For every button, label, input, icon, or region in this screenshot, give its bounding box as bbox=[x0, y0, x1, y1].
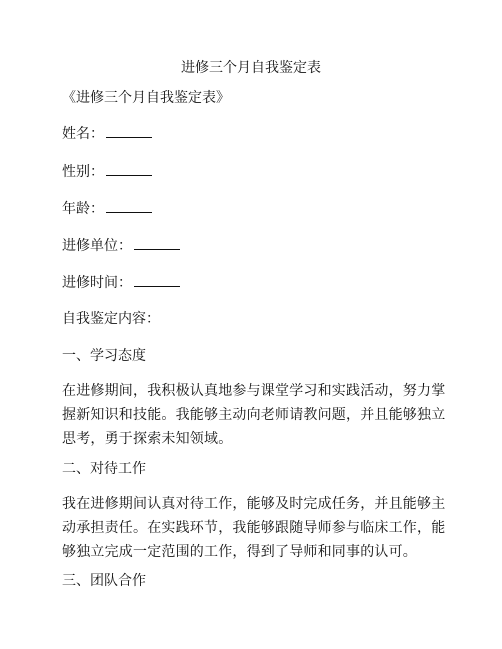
field-gender bbox=[62, 162, 152, 181]
paragraph-line: 握新知识和技能。我能够主动向老师请教问题，并且能够独立 bbox=[62, 407, 446, 423]
blank-underline bbox=[106, 199, 152, 213]
section-heading: 二、对待工作 bbox=[62, 461, 146, 477]
paragraph-line: 思考，勇于探索未知领域。 bbox=[62, 431, 233, 447]
blank-underline bbox=[106, 124, 152, 138]
section-heading: 三、团队合作 bbox=[62, 573, 146, 589]
blank-underline bbox=[106, 162, 152, 176]
paragraph-line: 动承担责任。在实践环节，我能够跟随导师参与临床工作，能 bbox=[62, 520, 446, 536]
document-subtitle: 《进修三个月自我鉴定表》 bbox=[62, 90, 230, 106]
field-time bbox=[62, 273, 180, 292]
field-label: 进修单位： bbox=[62, 238, 132, 254]
paragraph-line: 我在进修期间认真对待工作，能够及时完成任务，并且能够主 bbox=[62, 496, 446, 512]
section-paragraph bbox=[62, 379, 446, 451]
paragraph-line: 在进修期间，我积极认真地参与课堂学习和实践活动，努力掌 bbox=[62, 383, 446, 399]
field-name bbox=[62, 124, 152, 143]
blank-underline bbox=[134, 273, 180, 287]
section-heading: 一、学习态度 bbox=[62, 348, 146, 364]
section-paragraph bbox=[62, 492, 446, 564]
field-label: 年龄： bbox=[62, 201, 104, 217]
field-unit bbox=[62, 236, 180, 255]
field-label: 姓名： bbox=[62, 126, 104, 142]
field-label: 进修时间： bbox=[62, 275, 132, 291]
blank-underline bbox=[134, 236, 180, 250]
content-label: 自我鉴定内容： bbox=[62, 311, 160, 327]
document-title: 进修三个月自我鉴定表 bbox=[181, 60, 321, 76]
field-age bbox=[62, 199, 152, 218]
paragraph-line: 够独立完成一定范围的工作，得到了导师和同事的认可。 bbox=[62, 544, 417, 560]
field-label: 性别： bbox=[62, 164, 104, 180]
